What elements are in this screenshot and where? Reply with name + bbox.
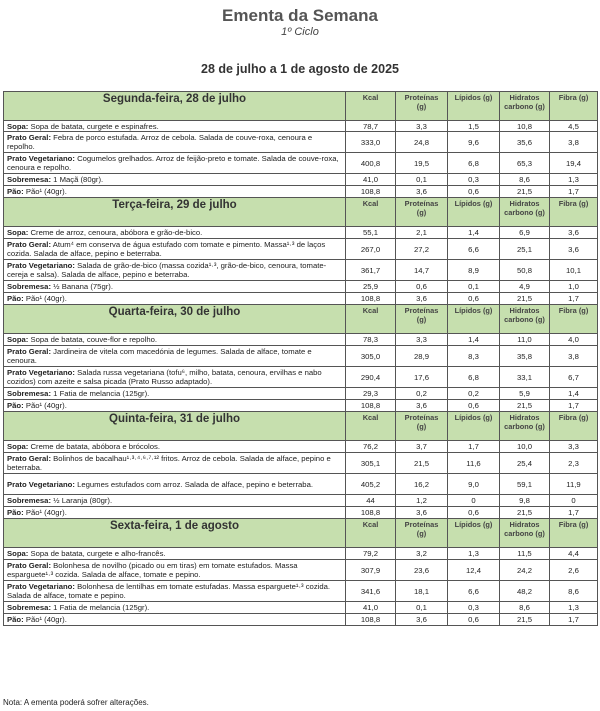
menu-row-bread [4,293,598,305]
dish-description [4,560,346,581]
value-kcal: 108,8 [346,507,396,519]
dish-text: Pão¹ (40gr). [25,187,67,196]
value-carbs: 35,6 [500,132,550,153]
value-protein: 3,7 [396,441,448,453]
value-lipids: 6,6 [448,581,500,602]
value-carbs: 21,5 [500,614,550,626]
dish-description [4,186,346,198]
column-header-kcal: Kcal [346,92,396,121]
menu-row-dessert [4,602,598,614]
value-protein: 3,6 [396,614,448,626]
dish-category-label: Prato Geral: [7,347,52,356]
value-fiber: 19,4 [550,153,598,174]
value-lipids: 1,4 [448,227,500,239]
dish-description [4,495,346,507]
value-protein: 23,6 [396,560,448,581]
value-fiber: 1,0 [550,281,598,293]
menu-row-dessert [4,495,598,507]
value-fiber: 3,8 [550,346,598,367]
dish-text: Atum⁴ em conserva de água estufado com tomate e pimento. Massa¹·³ de laços cozida. Salada de alface, pepino e beterraba. [7,240,326,258]
column-header-fiber: Fibra (g) [550,92,598,121]
value-fiber: 4,0 [550,334,598,346]
menu-row-bread [4,186,598,198]
dish-description [4,367,346,388]
dish-description [4,400,346,412]
value-carbs: 65,3 [500,153,550,174]
column-header-protein: Proteínas (g) [396,92,448,121]
dish-category-label: Pão: [7,187,24,196]
value-lipids: 6,8 [448,153,500,174]
value-protein: 14,7 [396,260,448,281]
value-protein: 1,2 [396,495,448,507]
value-lipids: 12,4 [448,560,500,581]
dish-category-label: Prato Vegetariano: [7,582,75,591]
column-header-fiber: Fibra (g) [550,412,598,441]
value-kcal: 108,8 [346,614,396,626]
value-lipids: 0,3 [448,174,500,186]
value-protein: 0,2 [396,388,448,400]
dish-description [4,507,346,519]
value-kcal: 79,2 [346,548,396,560]
dish-category-label: Prato Vegetariano: [7,368,75,377]
value-kcal: 41,0 [346,602,396,614]
dish-description [4,227,346,239]
dish-description [4,334,346,346]
dish-text: 1 Fatia de melancia (125gr). [53,389,150,398]
value-protein: 3,6 [396,507,448,519]
dish-text: Bolonhesa de novilho (picado ou em tiras) em tomate estufados. Massa esparguete¹·³ cozida. Salada de alface, tomate e pepino. [7,561,298,579]
dish-text: Sopa de batata, curgete e alho-francês. [30,549,166,558]
column-header-lipids: Lípidos (g) [448,305,500,334]
value-kcal: 44 [346,495,396,507]
value-protein: 27,2 [396,239,448,260]
value-carbs: 11,0 [500,334,550,346]
dish-text: 1 Fatia de melancia (125gr). [53,603,150,612]
menu-row-main-dish [4,346,598,367]
dish-text: Legumes estufados com arroz. Salada de alface, pepino e beterraba. [77,479,313,489]
column-header-protein: Proteínas (g) [396,412,448,441]
value-carbs: 8,6 [500,174,550,186]
page-subtitle: 1º Ciclo [281,26,319,38]
menu-row-dessert [4,174,598,186]
value-carbs: 9,8 [500,495,550,507]
dish-category-label: Prato Vegetariano: [7,154,75,163]
menu-row-main-dish [4,132,598,153]
menu-row-soup [4,227,598,239]
value-kcal: 333,0 [346,132,396,153]
menu-row-main-dish [4,453,598,474]
dish-description [4,121,346,132]
column-header-lipids: Lípidos (g) [448,519,500,548]
day-header-row [4,198,598,227]
dish-description [4,281,346,293]
value-protein: 3,3 [396,121,448,132]
value-carbs: 6,9 [500,227,550,239]
value-fiber: 1,7 [550,400,598,412]
day-header-row [4,92,598,121]
column-header-kcal: Kcal [346,198,396,227]
menu-row-main-dish [4,239,598,260]
value-kcal: 41,0 [346,174,396,186]
dish-text: 1 Maçã (80gr). [53,175,104,184]
dish-category-label: Sobremesa: [7,603,52,612]
value-protein: 2,1 [396,227,448,239]
value-fiber: 1,7 [550,186,598,198]
value-carbs: 21,5 [500,186,550,198]
value-kcal: 108,8 [346,400,396,412]
value-carbs: 24,2 [500,560,550,581]
dish-category-label: Sopa: [7,335,29,344]
column-header-fiber: Fibra (g) [550,305,598,334]
dish-description [4,441,346,453]
dish-text: Salada russa vegetariana (tofu⁶, milho, batata, cenoura, ervilhas e nabo cozidos) com azeite e salsa picada (Prato Russo adaptado). [7,368,322,386]
value-carbs: 59,1 [500,474,550,495]
week-dates: 28 de julho a 1 de agosto de 2025 [201,62,399,76]
dish-text: Pão¹ (40gr). [25,294,67,303]
value-carbs: 10,8 [500,121,550,132]
column-header-kcal: Kcal [346,412,396,441]
value-kcal: 55,1 [346,227,396,239]
dish-category-label: Prato Geral: [7,561,52,570]
column-header-kcal: Kcal [346,519,396,548]
dish-text: Pão¹ (40gr). [25,508,67,517]
value-kcal: 76,2 [346,441,396,453]
value-lipids: 0,6 [448,293,500,305]
dish-category-label: Prato Geral: [7,240,52,249]
column-header-carbs: Hidratos carbono (g) [500,412,550,441]
menu-row-bread [4,400,598,412]
value-lipids: 0,6 [448,186,500,198]
column-header-lipids: Lípidos (g) [448,412,500,441]
value-carbs: 50,8 [500,260,550,281]
dish-category-label: Sobremesa: [7,389,52,398]
value-kcal: 25,9 [346,281,396,293]
menu-row-vegetarian-dish [4,367,598,388]
value-lipids: 8,9 [448,260,500,281]
footnote: Nota: A ementa poderá sofrer alterações. [3,698,149,707]
menu-row-bread [4,507,598,519]
dish-text: ½ Laranja (80gr). [53,496,113,505]
value-carbs: 25,4 [500,453,550,474]
value-carbs: 35,8 [500,346,550,367]
value-fiber: 2,3 [550,453,598,474]
value-lipids: 11,6 [448,453,500,474]
day-title: Segunda-feira, 28 de julho [4,92,346,121]
dish-description [4,453,346,474]
value-lipids: 0,6 [448,614,500,626]
dish-description [4,132,346,153]
column-header-fiber: Fibra (g) [550,198,598,227]
value-carbs: 21,5 [500,400,550,412]
dish-category-label: Sopa: [7,442,29,451]
dish-category-label: Prato Vegetariano: [7,261,75,270]
menu-row-dessert [4,388,598,400]
dish-description [4,153,346,174]
dish-description [4,388,346,400]
dish-text: Bolinhos de bacalhau¹·³·⁴·⁶·⁷·¹² fritos. Arroz de cebola. Salada de alface, pepino e beterraba. [7,454,331,472]
dish-text: Sopa de batata, curgete e espinafres. [30,121,159,131]
menu-row-vegetarian-dish [4,474,598,495]
day-header-row [4,412,598,441]
value-lipids: 8,3 [448,346,500,367]
value-protein: 0,1 [396,174,448,186]
value-lipids: 1,4 [448,334,500,346]
dish-description [4,474,346,495]
day-title: Terça-feira, 29 de julho [4,198,346,227]
menu-row-dessert [4,281,598,293]
dish-category-label: Sopa: [7,549,29,558]
dish-category-label: Pão: [7,401,24,410]
value-lipids: 6,8 [448,367,500,388]
value-kcal: 267,0 [346,239,396,260]
dish-text: Pão¹ (40gr). [25,615,67,624]
dish-text: Salada de grão-de-bico (massa cozida¹·³, grão-de-bico, cenoura, tomate-cereja e salsa). Salada de alface, pepino e beterraba. [7,261,327,279]
value-fiber: 3,8 [550,132,598,153]
value-carbs: 4,9 [500,281,550,293]
dish-category-label: Sopa: [7,228,29,237]
day-header-row [4,519,598,548]
column-header-kcal: Kcal [346,305,396,334]
value-fiber: 1,4 [550,388,598,400]
dish-category-label: Pão: [7,508,24,517]
dish-text: Febra de porco estufada. Arroz de cebola. Salada de couve-roxa, cenoura e repolho. [7,133,313,151]
value-kcal: 78,7 [346,121,396,132]
value-fiber: 1,7 [550,293,598,305]
value-lipids: 0,6 [448,400,500,412]
dish-text: ½ Banana (75gr). [53,282,113,291]
value-kcal: 305,1 [346,453,396,474]
value-lipids: 0,3 [448,602,500,614]
page-title: Ementa da Semana [222,6,378,25]
dish-description [4,548,346,560]
value-fiber: 0 [550,495,598,507]
value-carbs: 21,5 [500,293,550,305]
value-fiber: 10,1 [550,260,598,281]
menu-row-vegetarian-dish [4,581,598,602]
column-header-protein: Proteínas (g) [396,519,448,548]
value-fiber: 2,6 [550,560,598,581]
value-protein: 3,3 [396,334,448,346]
value-lipids: 1,3 [448,548,500,560]
day-header-row [4,305,598,334]
dish-text: Bolonhesa de lentilhas em tomate estufadas. Massa esparguete¹·³ cozida. Salada de alface, tomate e pepino. [7,582,331,600]
dish-description [4,581,346,602]
menu-row-soup [4,548,598,560]
value-protein: 0,6 [396,281,448,293]
value-fiber: 3,6 [550,239,598,260]
dish-category-label: Sobremesa: [7,282,52,291]
value-carbs: 33,1 [500,367,550,388]
value-kcal: 307,9 [346,560,396,581]
value-lipids: 0,6 [448,507,500,519]
dish-category-label: Sopa: [7,121,29,131]
menu-row-main-dish [4,560,598,581]
column-header-protein: Proteínas (g) [396,198,448,227]
column-header-lipids: Lípidos (g) [448,92,500,121]
value-protein: 28,9 [396,346,448,367]
menu-row-soup [4,334,598,346]
value-protein: 3,6 [396,186,448,198]
value-lipids: 0 [448,495,500,507]
dish-text: Creme de batata, abóbora e brócolos. [30,442,160,451]
day-title: Sexta-feira, 1 de agosto [4,519,346,548]
value-fiber: 1,7 [550,614,598,626]
value-lipids: 0,1 [448,281,500,293]
value-lipids: 9,0 [448,474,500,495]
menu-row-bread [4,614,598,626]
column-header-carbs: Hidratos carbono (g) [500,305,550,334]
dish-description [4,260,346,281]
value-fiber: 4,4 [550,548,598,560]
value-protein: 17,6 [396,367,448,388]
value-kcal: 108,8 [346,293,396,305]
value-protein: 24,8 [396,132,448,153]
value-carbs: 25,1 [500,239,550,260]
value-protein: 18,1 [396,581,448,602]
column-header-carbs: Hidratos carbono (g) [500,92,550,121]
value-kcal: 405,2 [346,474,396,495]
value-lipids: 1,7 [448,441,500,453]
value-lipids: 6,6 [448,239,500,260]
value-protein: 0,1 [396,602,448,614]
value-protein: 16,2 [396,474,448,495]
value-kcal: 78,3 [346,334,396,346]
column-header-lipids: Lípidos (g) [448,198,500,227]
dish-text: Jardineira de vitela com macedónia de legumes. Salada de alface, tomate e cenoura. [7,347,312,365]
dish-text: Creme de arroz, cenoura, abóbora e grão-de-bico. [30,228,203,237]
dish-category-label: Prato Geral: [7,133,52,142]
dish-description [4,239,346,260]
value-protein: 3,6 [396,400,448,412]
value-carbs: 11,5 [500,548,550,560]
dish-category-label: Prato Geral: [7,454,52,463]
value-fiber: 11,9 [550,474,598,495]
day-title: Quinta-feira, 31 de julho [4,412,346,441]
value-carbs: 48,2 [500,581,550,602]
dish-description [4,293,346,305]
value-carbs: 8,6 [500,602,550,614]
value-fiber: 1,7 [550,507,598,519]
value-carbs: 5,9 [500,388,550,400]
dish-text: Cogumelos grelhados. Arroz de feijão-preto e tomate. Salada de couve-roxa, cenoura e repolho. [7,154,339,172]
dish-text: Pão¹ (40gr). [25,401,67,410]
value-carbs: 10,0 [500,441,550,453]
value-fiber: 4,5 [550,121,598,132]
dish-description [4,602,346,614]
value-kcal: 361,7 [346,260,396,281]
value-protein: 3,6 [396,293,448,305]
value-protein: 19,5 [396,153,448,174]
menu-row-soup [4,121,598,132]
value-fiber: 8,6 [550,581,598,602]
dish-description [4,346,346,367]
weekly-menu-table [3,91,598,626]
value-protein: 21,5 [396,453,448,474]
value-kcal: 341,6 [346,581,396,602]
value-fiber: 1,3 [550,602,598,614]
dish-category-label: Pão: [7,615,24,624]
value-kcal: 108,8 [346,186,396,198]
value-kcal: 29,3 [346,388,396,400]
column-header-protein: Proteínas (g) [396,305,448,334]
dish-category-label: Sobremesa: [7,175,52,184]
value-fiber: 3,3 [550,441,598,453]
day-title: Quarta-feira, 30 de julho [4,305,346,334]
column-header-carbs: Hidratos carbono (g) [500,519,550,548]
value-fiber: 3,6 [550,227,598,239]
column-header-fiber: Fibra (g) [550,519,598,548]
dish-text: Sopa de batata, couve-flor e repolho. [30,335,158,344]
value-fiber: 6,7 [550,367,598,388]
value-kcal: 305,0 [346,346,396,367]
menu-row-vegetarian-dish [4,153,598,174]
value-protein: 3,2 [396,548,448,560]
value-lipids: 1,5 [448,121,500,132]
column-header-carbs: Hidratos carbono (g) [500,198,550,227]
value-carbs: 21,5 [500,507,550,519]
dish-category-label: Prato Vegetariano: [7,479,75,489]
dish-description [4,614,346,626]
value-lipids: 0,2 [448,388,500,400]
menu-row-vegetarian-dish [4,260,598,281]
value-kcal: 290,4 [346,367,396,388]
dish-category-label: Pão: [7,294,24,303]
dish-description [4,174,346,186]
value-fiber: 1,3 [550,174,598,186]
dish-category-label: Sobremesa: [7,496,52,505]
value-lipids: 9,6 [448,132,500,153]
value-kcal: 400,8 [346,153,396,174]
menu-row-soup [4,441,598,453]
